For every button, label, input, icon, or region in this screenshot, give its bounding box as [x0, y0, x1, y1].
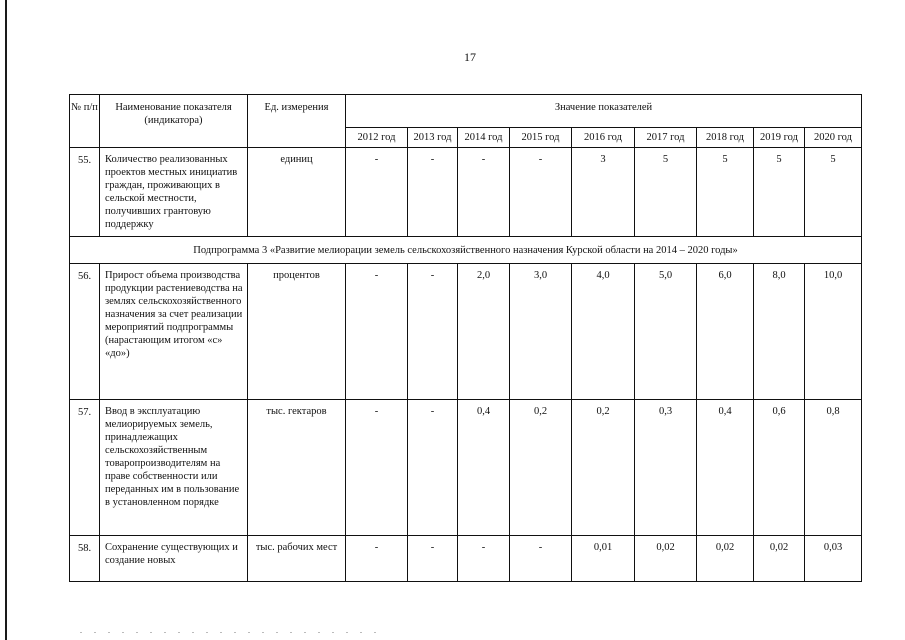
indicator-value: - [510, 536, 572, 582]
indicator-value: 5 [805, 148, 862, 237]
row-number: 57. [70, 400, 100, 536]
header-year: 2019 год [754, 128, 805, 148]
row-number: 58. [70, 536, 100, 582]
header-year: 2020 год [805, 128, 862, 148]
indicator-value: 0,6 [754, 400, 805, 536]
page-left-edge [5, 0, 7, 640]
indicator-value: 4,0 [572, 264, 635, 400]
indicator-value: - [458, 536, 510, 582]
indicator-value: - [458, 148, 510, 237]
indicator-value: 0,02 [754, 536, 805, 582]
indicator-value: 6,0 [697, 264, 754, 400]
header-year: 2018 год [697, 128, 754, 148]
subprogram-row [70, 237, 862, 264]
row-number: 56. [70, 264, 100, 400]
indicator-value: 0,02 [635, 536, 697, 582]
table-row [70, 400, 862, 536]
indicator-value: 0,2 [510, 400, 572, 536]
indicator-value: 0,4 [697, 400, 754, 536]
indicator-value: 0,01 [572, 536, 635, 582]
row-number: 55. [70, 148, 100, 237]
indicator-value: - [408, 148, 458, 237]
indicator-value: 5 [754, 148, 805, 237]
subprogram-title: Подпрограмма 3 «Развитие мелиорации земель сельскохозяйственного назначения Курской области на 2014 – 2020 годы» [70, 237, 862, 264]
indicators-table [69, 94, 862, 582]
scan-artifacts [80, 632, 380, 633]
indicator-value: - [408, 400, 458, 536]
indicator-unit: единиц [248, 148, 346, 237]
indicator-value: - [510, 148, 572, 237]
indicator-value: 5 [635, 148, 697, 237]
indicator-value: 0,02 [697, 536, 754, 582]
indicator-value: 8,0 [754, 264, 805, 400]
indicator-value: 3,0 [510, 264, 572, 400]
indicator-name: Количество реализованных проектов местных инициатив граждан, проживающих в сельской местности, получивших грантовую поддержку [100, 148, 248, 237]
table-row [70, 264, 862, 400]
header-row-1 [70, 95, 862, 128]
indicator-value: 0,03 [805, 536, 862, 582]
indicator-value: 3 [572, 148, 635, 237]
indicator-value: 2,0 [458, 264, 510, 400]
indicator-value: - [346, 148, 408, 237]
indicator-value: - [346, 536, 408, 582]
indicator-value: 5,0 [635, 264, 697, 400]
header-year: 2015 год [510, 128, 572, 148]
indicator-value: 5 [697, 148, 754, 237]
indicator-name: Ввод в эксплуатацию мелиорируемых земель, принадлежащих сельскохозяйственным товаропроизводителям на праве собственности или переданных им в пользование в установленном порядке [100, 400, 248, 536]
indicator-unit: процентов [248, 264, 346, 400]
indicator-unit: тыс. рабочих мест [248, 536, 346, 582]
header-num: № п/п [70, 95, 100, 148]
indicator-value: - [408, 536, 458, 582]
indicator-value: 0,8 [805, 400, 862, 536]
indicator-unit: тыс. гектаров [248, 400, 346, 536]
header-year: 2013 год [408, 128, 458, 148]
header-year: 2012 год [346, 128, 408, 148]
header-unit: Ед. измерения [248, 95, 346, 148]
header-year: 2017 год [635, 128, 697, 148]
indicator-name: Сохранение существующих и создание новых [100, 536, 248, 582]
indicator-value: 10,0 [805, 264, 862, 400]
indicator-value: 0,4 [458, 400, 510, 536]
indicator-value: - [346, 400, 408, 536]
header-year: 2014 год [458, 128, 510, 148]
table-row [70, 148, 862, 237]
indicator-value: 0,2 [572, 400, 635, 536]
header-values: Значение показателей [346, 95, 862, 128]
indicator-name: Прирост объема производства продукции растениеводства на землях сельскохозяйственного назначения за счет реализации мероприятий подпрограммы (нарастающим итогом «с» «до») [100, 264, 248, 400]
indicator-value: 0,3 [635, 400, 697, 536]
table-row [70, 536, 862, 582]
header-year: 2016 год [572, 128, 635, 148]
indicator-value: - [408, 264, 458, 400]
page-number: 17 [464, 50, 476, 64]
header-name: Наименование показателя (индикатора) [100, 95, 248, 148]
indicator-value: - [346, 264, 408, 400]
